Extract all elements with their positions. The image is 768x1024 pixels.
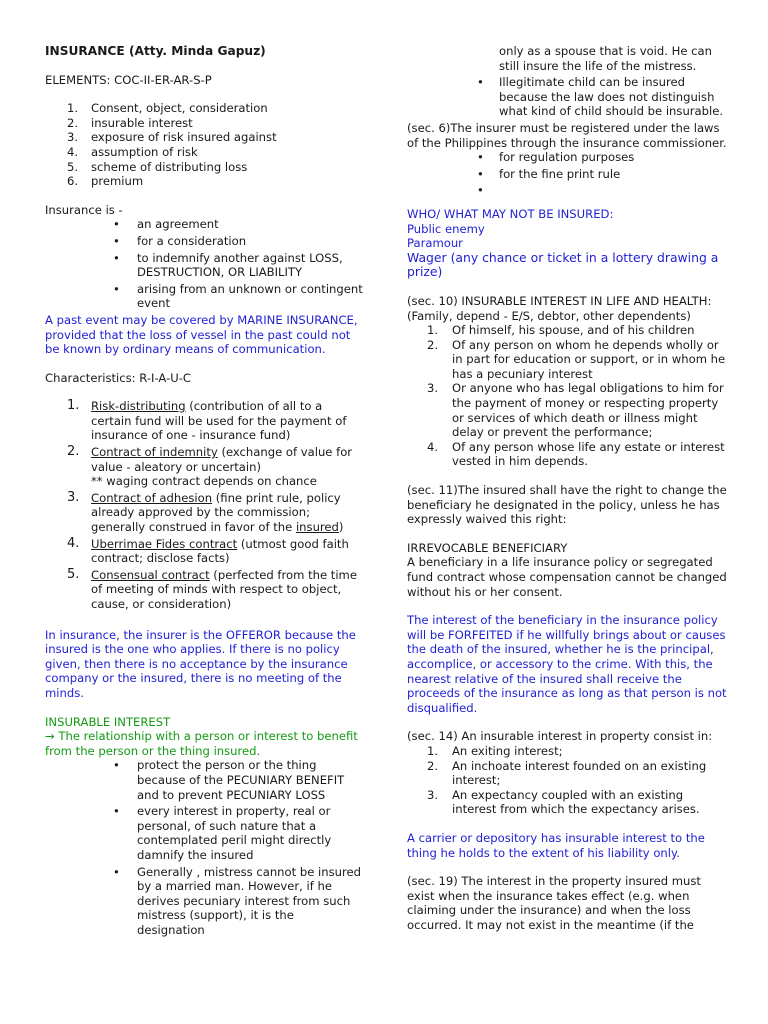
- sec6-text: (sec. 6)The insurer must be registered under the laws of the Philippines through the insurance commissioner.: [407, 120, 727, 150]
- left-column: [45, 44, 365, 939]
- list-item: 2. An inchoate interest founded on an existing interest;: [427, 758, 707, 788]
- list-item: 1. An exiting interest;: [427, 743, 563, 758]
- sec14-list: [407, 744, 729, 817]
- list-item: •: [477, 183, 484, 198]
- past-event-note: A past event may be covered by MARINE INSURANCE, provided that the loss of vessel in the past could not be known by ordinary means of communication.: [45, 312, 358, 357]
- irrevocable-text: A beneficiary in a life insurance policy or segregated fund contract whose compensation cannot be changed without his or her consent.: [407, 555, 727, 599]
- list-item: 3. Or anyone who has legal obligations to him for the payment of money or respecting property or services of which death or illness might delay or prevent the performance;: [427, 381, 724, 440]
- list-item: • for the fine print rule: [477, 166, 621, 181]
- continued-list: [407, 44, 729, 119]
- list-item: 1. Consent, object, consideration: [67, 101, 268, 116]
- characteristics-list: [45, 399, 365, 611]
- list-item: 6. premium: [67, 174, 144, 189]
- list-item: • Illegitimate child can be insured because the law does not distinguish what kind of child should be insurable.: [477, 75, 724, 119]
- insurable-interest-heading: INSURABLE INTEREST: [45, 714, 171, 729]
- list-item: 4. Uberrimae Fides contract (utmost good faith contract; disclose facts): [67, 535, 349, 566]
- insurable-interest-list: [45, 758, 365, 937]
- offeror-note: In insurance, the insurer is the OFFEROR because the insured is the one who applies. If there is no policy given, then there is no acceptance by the insurance company or the insured, there is no meeting of the minds.: [45, 627, 356, 700]
- list-item: • every interest in property, real or personal, of such nature that a contemplated peril might directly damnify the insured: [113, 804, 332, 862]
- carrier-note: A carrier or depository has insurable interest to the thing he holds to the extent of his liability only.: [407, 830, 705, 860]
- list-item: • arising from an unknown or contingent event: [113, 281, 363, 311]
- characteristics-heading: Characteristics: R-I-A-U-C: [45, 370, 192, 385]
- list-item: 3. exposure of risk insured against: [67, 130, 277, 145]
- list-item: 1. Risk-distributing (contribution of all to a certain fund will be used for the payment of insurance of one - insurance fund): [67, 398, 347, 443]
- list-item: 2. Contract of indemnity (exchange of value for value - aleatory or uncertain) ** waging contract depends on chance: [67, 444, 353, 489]
- forfeited-note: The interest of the beneficiary in the insurance policy will be FORFEITED if he willfully brings about or causes the death of the insured, whether he is the principal, accomplice, or accessory to the crime. With this, the nearest relative of the insured shall receive the proceeds of the insurance as long as that person is not disqualified.: [407, 613, 727, 715]
- sec11-text: (sec. 11)The insured shall have the right to change the beneficiary he designated in the policy, unless he has expressly waived this right:: [407, 483, 727, 527]
- list-item: 5. Consensual contract (perfected from the time of meeting of minds with respect to object, cause, or consideration): [67, 566, 357, 611]
- who-not-line: Wager (any chance or ticket in a lottery drawing a prize): [407, 249, 719, 280]
- list-item: only as a spouse that is void. He can still insure the life of the mistress.: [499, 44, 712, 73]
- elements-heading: ELEMENTS: COC-II-ER-AR-S-P: [45, 72, 212, 87]
- who-not-heading: WHO/ WHAT MAY NOT BE INSURED:: [407, 206, 614, 221]
- who-not-line: Paramour: [407, 236, 463, 251]
- list-item: • for a consideration: [113, 233, 247, 248]
- list-item: 4. assumption of risk: [67, 144, 198, 159]
- who-not-line: Public enemy: [407, 221, 485, 236]
- insurable-interest-definition: → The relationship with a person or interest to benefit from the person or the thing insured.: [45, 729, 358, 758]
- list-item: 3. Contract of adhesion (fine print rule, policy already approved by the commission; generally construed in favor of the insured): [67, 489, 344, 535]
- list-item: • protect the person or the thing because of the PECUNIARY BENEFIT and to prevent PECUNIARY LOSS: [113, 758, 345, 802]
- document-title: INSURANCE (Atty. Minda Gapuz): [45, 44, 266, 58]
- list-item: 1. Of himself, his spouse, and of his children: [427, 323, 695, 338]
- sec6-list: [407, 150, 729, 198]
- sec14-heading: (sec. 14) An insurable interest in property consist in:: [407, 729, 713, 744]
- list-item: 5. scheme of distributing loss: [67, 159, 248, 174]
- insurance-is-list: [45, 217, 365, 311]
- irrevocable-heading: IRREVOCABLE BENEFICIARY: [407, 540, 568, 555]
- list-item: • an agreement: [113, 217, 219, 232]
- list-item: 3. An expectancy coupled with an existing interest from which the expectancy arises.: [427, 787, 700, 817]
- sec10-list: [407, 323, 729, 469]
- list-item: 4. Of any person whose life any estate or interest vested in him depends.: [427, 439, 725, 469]
- list-item: 2. insurable interest: [67, 115, 193, 130]
- sec10-heading: (sec. 10) INSURABLE INTEREST IN LIFE AND HEALTH: (Family, depend - E/S, debtor, other dependents): [407, 293, 712, 323]
- elements-list: [45, 101, 365, 189]
- list-item: • for regulation purposes: [477, 150, 635, 165]
- list-item: 2. Of any person on whom he depends wholly or in part for education or support, or in whom he has a pecuniary interest: [427, 337, 726, 381]
- list-item: • to indemnify another against LOSS, DESTRUCTION, OR LIABILITY: [113, 250, 343, 280]
- arrow-right-icon: →: [45, 729, 55, 744]
- right-column: [407, 44, 729, 932]
- sec19-text: (sec. 19) The interest in the property insured must exist when the insurance takes effect (e.g. when claiming under the insurance) and when the loss occurred. It may not exist in the meantime (if the: [407, 874, 701, 932]
- list-item: • Generally , mistress cannot be insured by a married man. However, if he derives pecuniary interest from such mistress (support), it is the designation: [113, 864, 361, 937]
- insurance-is-heading: Insurance is -: [45, 202, 123, 217]
